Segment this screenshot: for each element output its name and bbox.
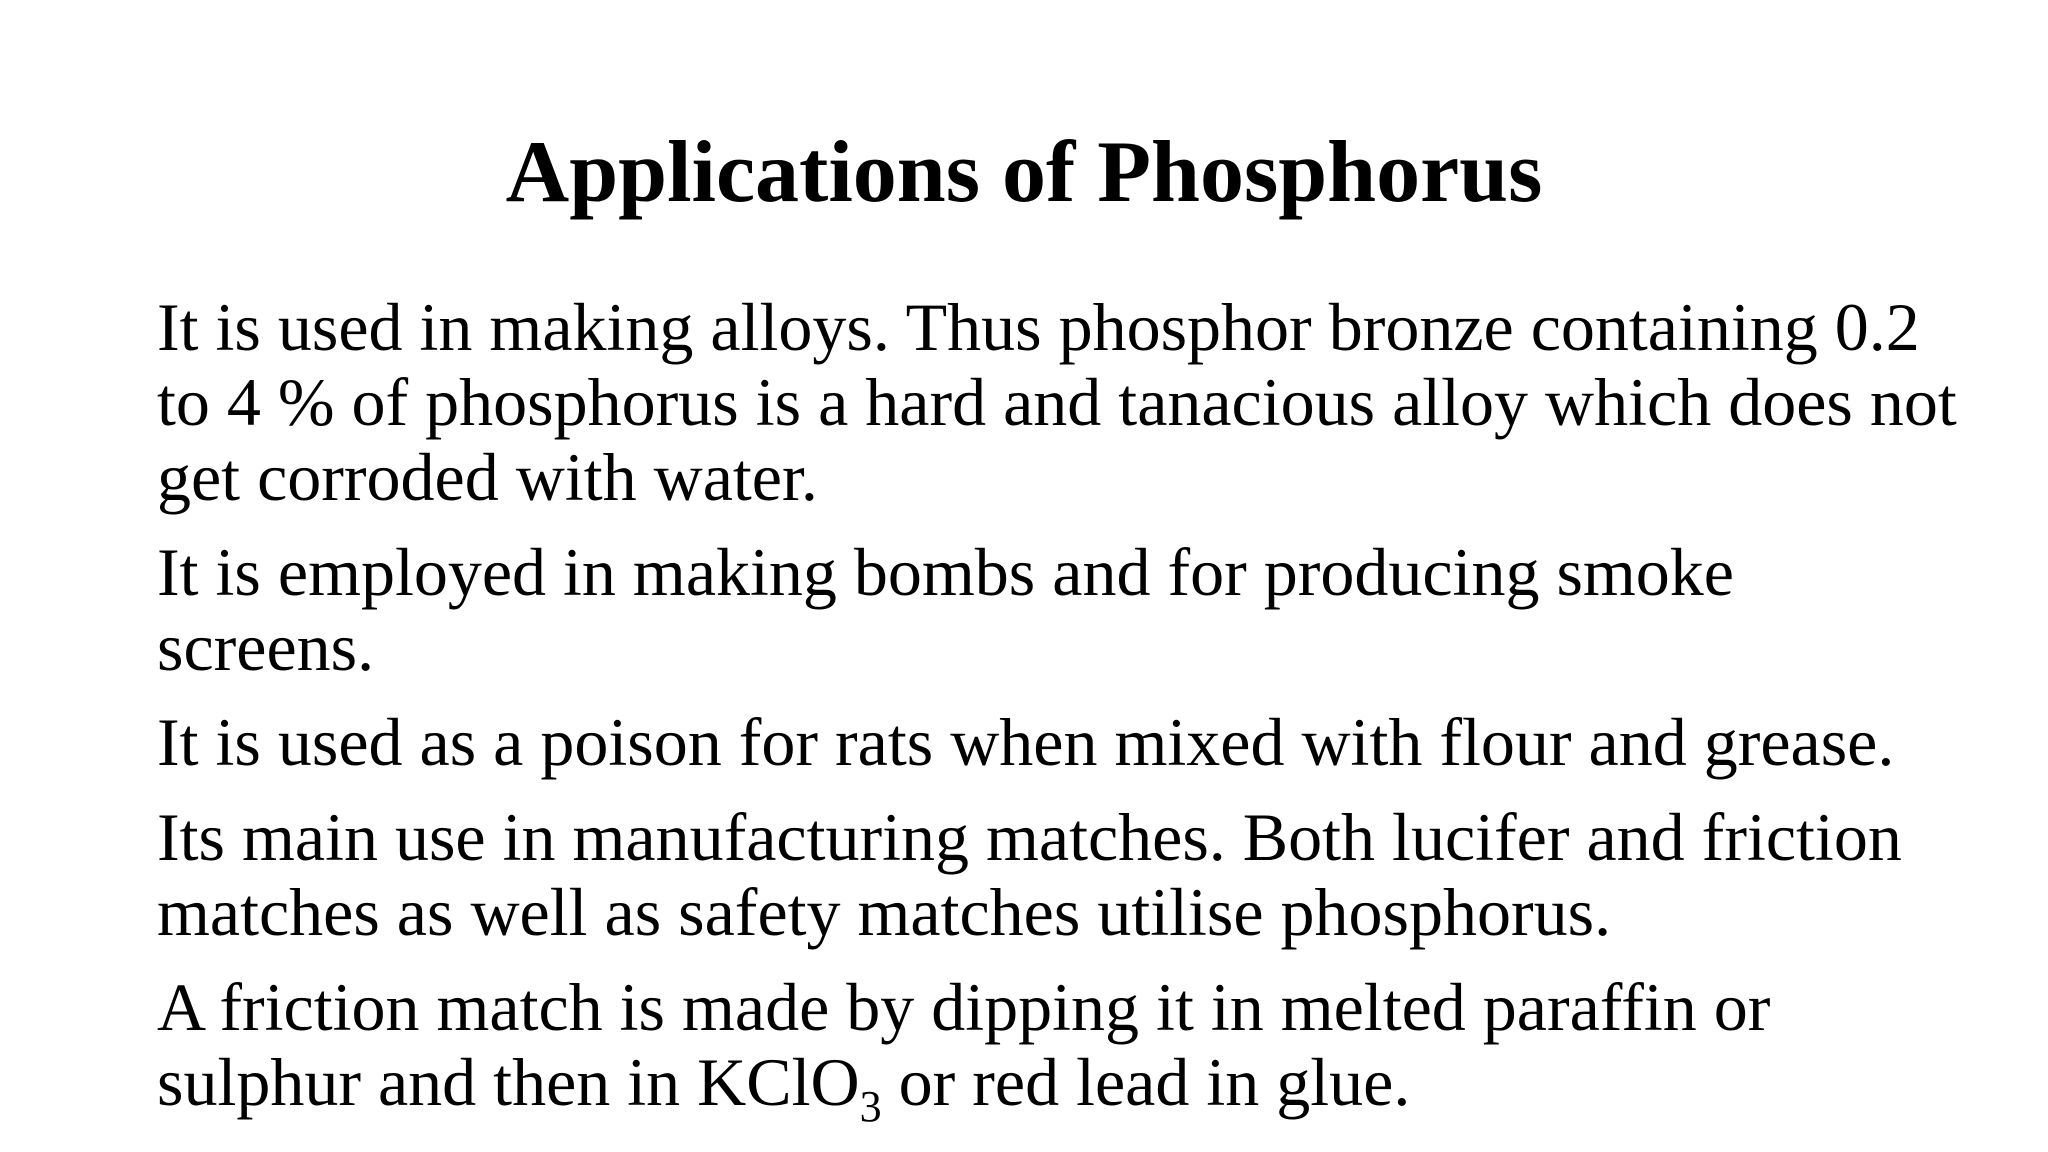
paragraph-friction-match [157, 969, 1957, 1131]
friction-match-text-after: or red lead in glue. [881, 1044, 1411, 1120]
slide-body [157, 290, 1957, 1140]
kclo3-subscript: 3 [859, 1082, 882, 1131]
paragraph-alloys: It is used in making alloys. Thus phosphor bronze containing 0.2 to 4 % of phosphorus is a hard and tanacious alloy which does not get corroded with water. [157, 289, 1957, 515]
paragraph-rat-poison: It is used as a poison for rats when mixed with flour and grease. [157, 704, 1895, 780]
paragraph-matches: Its main use in manufacturing matches. Both lucifer and friction matches as well as safety matches utilise phosphorus. [157, 799, 1902, 950]
friction-match-text-before: A friction match is made by dipping it in melted paraffin or sulphur and then in KClO [157, 969, 1771, 1120]
paragraph-bombs: It is employed in making bombs and for producing smoke screens. [157, 534, 1734, 685]
slide-title: Applications of Phosphorus [505, 124, 1543, 221]
